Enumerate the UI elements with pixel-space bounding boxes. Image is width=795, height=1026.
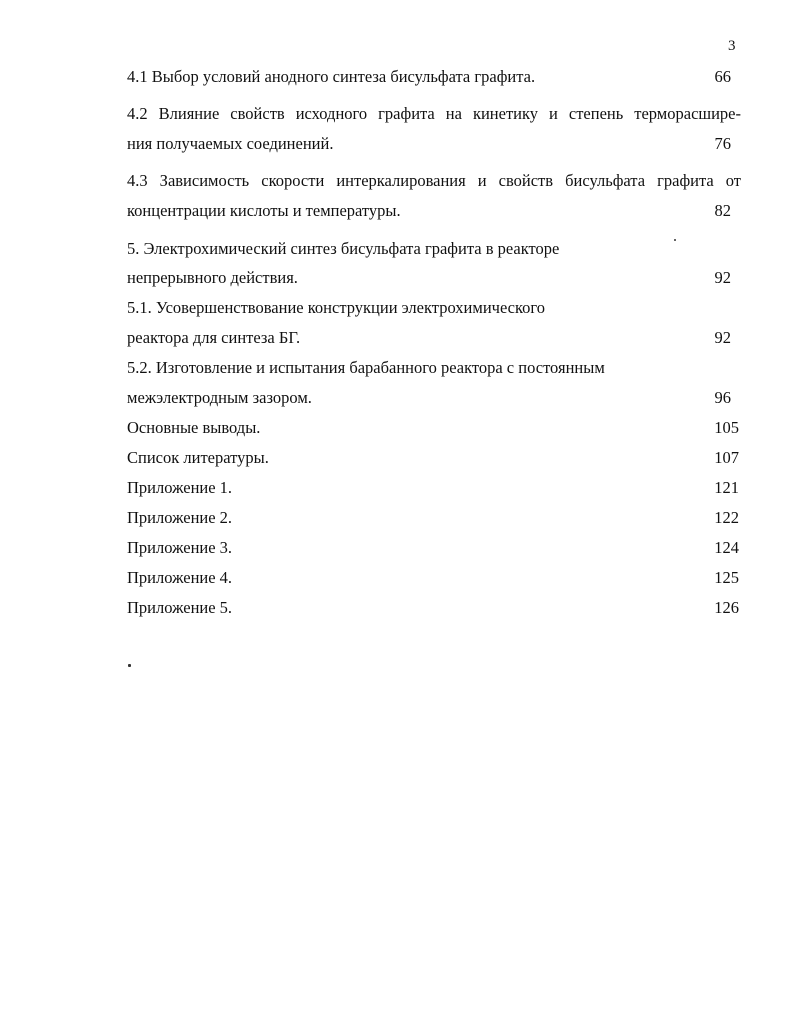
toc-entry-4-3-line-2 [127, 200, 739, 222]
page-number: 3 [728, 38, 736, 54]
toc-page-ref: 121 [714, 478, 739, 497]
toc-page-ref: 82 [714, 201, 731, 220]
toc-entry-text: 5.2. Изготовление и испытания барабанного реактора с постоянным [127, 358, 605, 377]
toc-entry-text: ния получаемых соединений. [127, 134, 334, 153]
toc-entry-appendix-3 [127, 537, 739, 559]
scan-speck [674, 239, 676, 241]
toc-entry-5-1-line-1 [127, 297, 739, 319]
toc-entry-4-2-line-2 [127, 133, 739, 155]
scan-speck [128, 664, 131, 667]
toc-entry-5-line-2 [127, 267, 739, 289]
toc-entry-text: 5. Электрохимический синтез бисульфата графита в реакторе [127, 239, 560, 258]
toc-entry-text: Приложение 1. [127, 478, 233, 497]
toc-page-ref: 96 [714, 388, 731, 407]
toc-entry-text: 5.1. Усовершенствование конструкции электрохимического [127, 298, 546, 317]
toc-page-ref: 105 [714, 418, 739, 437]
toc-entry-references [127, 447, 739, 469]
toc-entry-text: Приложение 3. [127, 538, 233, 557]
toc-entry-4-3-line-1: 4.3 Зависимость скорости интеркалирования и свойств бисульфата графита от [127, 171, 741, 190]
toc-page-ref: 126 [714, 598, 739, 617]
toc-page-ref: 125 [714, 568, 739, 587]
toc-entry-text: концентрации кислоты и температуры. [127, 201, 401, 220]
toc-entry-5-2-line-1 [127, 357, 739, 379]
toc-entry-text: Приложение 5. [127, 598, 233, 617]
toc-page-ref: 76 [714, 134, 731, 153]
toc-entry-text: непрерывного действия. [127, 268, 298, 287]
toc-entry-appendix-4 [127, 567, 739, 589]
toc-page-ref: 92 [714, 328, 731, 347]
toc-entry-text: 4.1 Выбор условий анодного синтеза бисульфата графита. [127, 67, 536, 86]
toc-entry-conclusions [127, 417, 739, 439]
toc-entry-4-2-line-1: 4.2 Влияние свойств исходного графита на кинетику и степень терморасшире- [127, 104, 741, 123]
toc-entry-text: Приложение 4. [127, 568, 233, 587]
toc-entry-appendix-5 [127, 597, 739, 619]
toc-page-ref: 122 [714, 508, 739, 527]
toc-page-ref: 92 [714, 268, 731, 287]
toc-entry-text: Приложение 2. [127, 508, 233, 527]
toc-entry-text: Список литературы. [127, 448, 269, 467]
toc-entry-5-2-line-2 [127, 387, 739, 409]
toc-page-ref: 124 [714, 538, 739, 557]
toc-page-ref: 107 [714, 448, 739, 467]
toc-entry-appendix-2 [127, 507, 739, 529]
toc-entry-appendix-1 [127, 477, 739, 499]
toc-entry-text: реактора для синтеза БГ. [127, 328, 301, 347]
toc-page-ref: 66 [714, 67, 731, 86]
toc-entry-4-1 [127, 66, 739, 88]
toc-entry-5-1-line-2 [127, 327, 739, 349]
toc-entry-5-line-1 [127, 238, 739, 260]
toc-entry-text: межэлектродным зазором. [127, 388, 312, 407]
toc-entry-text: Основные выводы. [127, 418, 261, 437]
